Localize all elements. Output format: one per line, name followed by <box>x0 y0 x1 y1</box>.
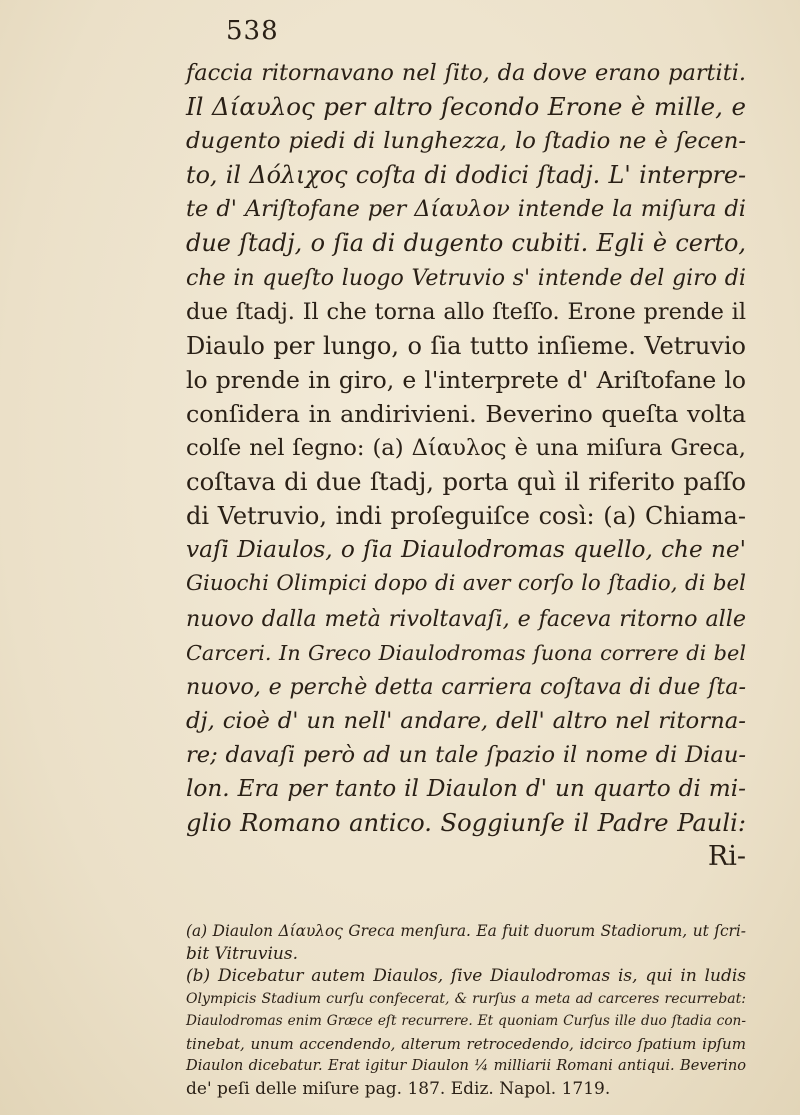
main-text-block <box>186 56 746 874</box>
text-line: due ſtadj. Il che torna allo ſteſſo. Erone prende il <box>186 298 746 325</box>
footnote-line: Olympicis Stadium curſu confecerat, & rurſus a meta ad carceres recurrebat: <box>186 990 746 1007</box>
footnote-line: (b) Dicebatur autem Diaulos, ſive Diaulodromas is, qui in ludis <box>186 966 746 986</box>
text-line: due ſtadj, o ſia di dugento cubiti. Egli è certo, <box>186 229 746 258</box>
footnote-line: Diaulodromas enim Græce eſt recurrere. Et quoniam Curſus ille duo ſtadia con- <box>186 1013 746 1029</box>
text-line: di Vetruvio, indi proſeguiſce così: (a) Chiama- <box>186 502 746 531</box>
text-line: colſe nel ſegno: (a) Δίαυλος è una miſura Greca, <box>186 435 746 462</box>
text-line: to, il Δόλιχος coſta di dodici ſtadj. L' interpre- <box>186 161 746 190</box>
footnotes-block <box>186 920 746 1100</box>
text-line: faccia ritornavano nel ſito, da dove erano partiti. <box>186 60 746 86</box>
text-line: Carceri. In Greco Diaulodromas ſuona correre di bel <box>186 640 746 665</box>
text-line: dj, cioè d' un nell' andare, dell' altro nel ritorna- <box>186 707 746 734</box>
text-line: re; davaſi però ad un tale ſpazio il nome di Diau- <box>186 741 746 768</box>
text-line: lon. Era per tanto il Diaulon d' un quarto di mi- <box>186 774 746 802</box>
footnote-line: bit Vitruvius. <box>186 943 298 964</box>
catchword: Ri- <box>707 841 746 873</box>
text-line: coſtava di due ſtadj, porta quì il riferito paſſo <box>186 467 746 497</box>
footnote-line: tinebat, unum accendendo, alterum retrocedendo, idcirco ſpatium ipſum <box>186 1034 746 1053</box>
text-line: nuovo dalla metà rivoltavaſi, e faceva ritorno alle <box>186 605 746 632</box>
text-line: che in queſto luogo Vetruvio s' intende del giro di <box>186 264 746 291</box>
text-line: conſidera in andirivieni. Beverino queſta volta <box>186 399 746 428</box>
text-line: nuovo, e perchè detta carriera coſtava di due ſta- <box>186 673 746 700</box>
text-line: vaſi Diaulos, o ſia Diaulodromas quello, che ne' <box>186 536 746 564</box>
footnote-line: Diaulon dicebatur. Erat igitur Diaulon ¼ milliarii Romani antiqui. Beverino <box>186 1057 746 1074</box>
text-line: lo prende in giro, e l'interprete d' Ariſtofane lo <box>186 365 746 394</box>
text-line: Giuochi Olimpici dopo di aver corſo lo ſtadio, di bel <box>186 571 746 597</box>
footnote-line: (a) Diaulon Δίαυλος Greca menſura. Ea fuit duorum Stadiorum, ut ſcri- <box>186 922 746 940</box>
text-line: Diaulo per lungo, o ſia tutto inſieme. Vetruvio <box>186 331 746 360</box>
text-line: te d' Ariſtofane per Δίαυλον intende la miſura di <box>186 196 746 223</box>
text-line: Il Δίαυλος per altro ſecondo Erone è mille, e <box>186 92 746 122</box>
page-number: 538 <box>226 16 279 46</box>
text-line: glio Romano antico. Soggiunſe il Padre Pauli: <box>186 809 746 838</box>
footnote-line: de' peſi delle miſure pag. 187. Ediz. Napol. 1719. <box>186 1078 611 1099</box>
text-line: dugento piedi di lunghezza, lo ſtadio ne è ſecen- <box>186 128 746 155</box>
